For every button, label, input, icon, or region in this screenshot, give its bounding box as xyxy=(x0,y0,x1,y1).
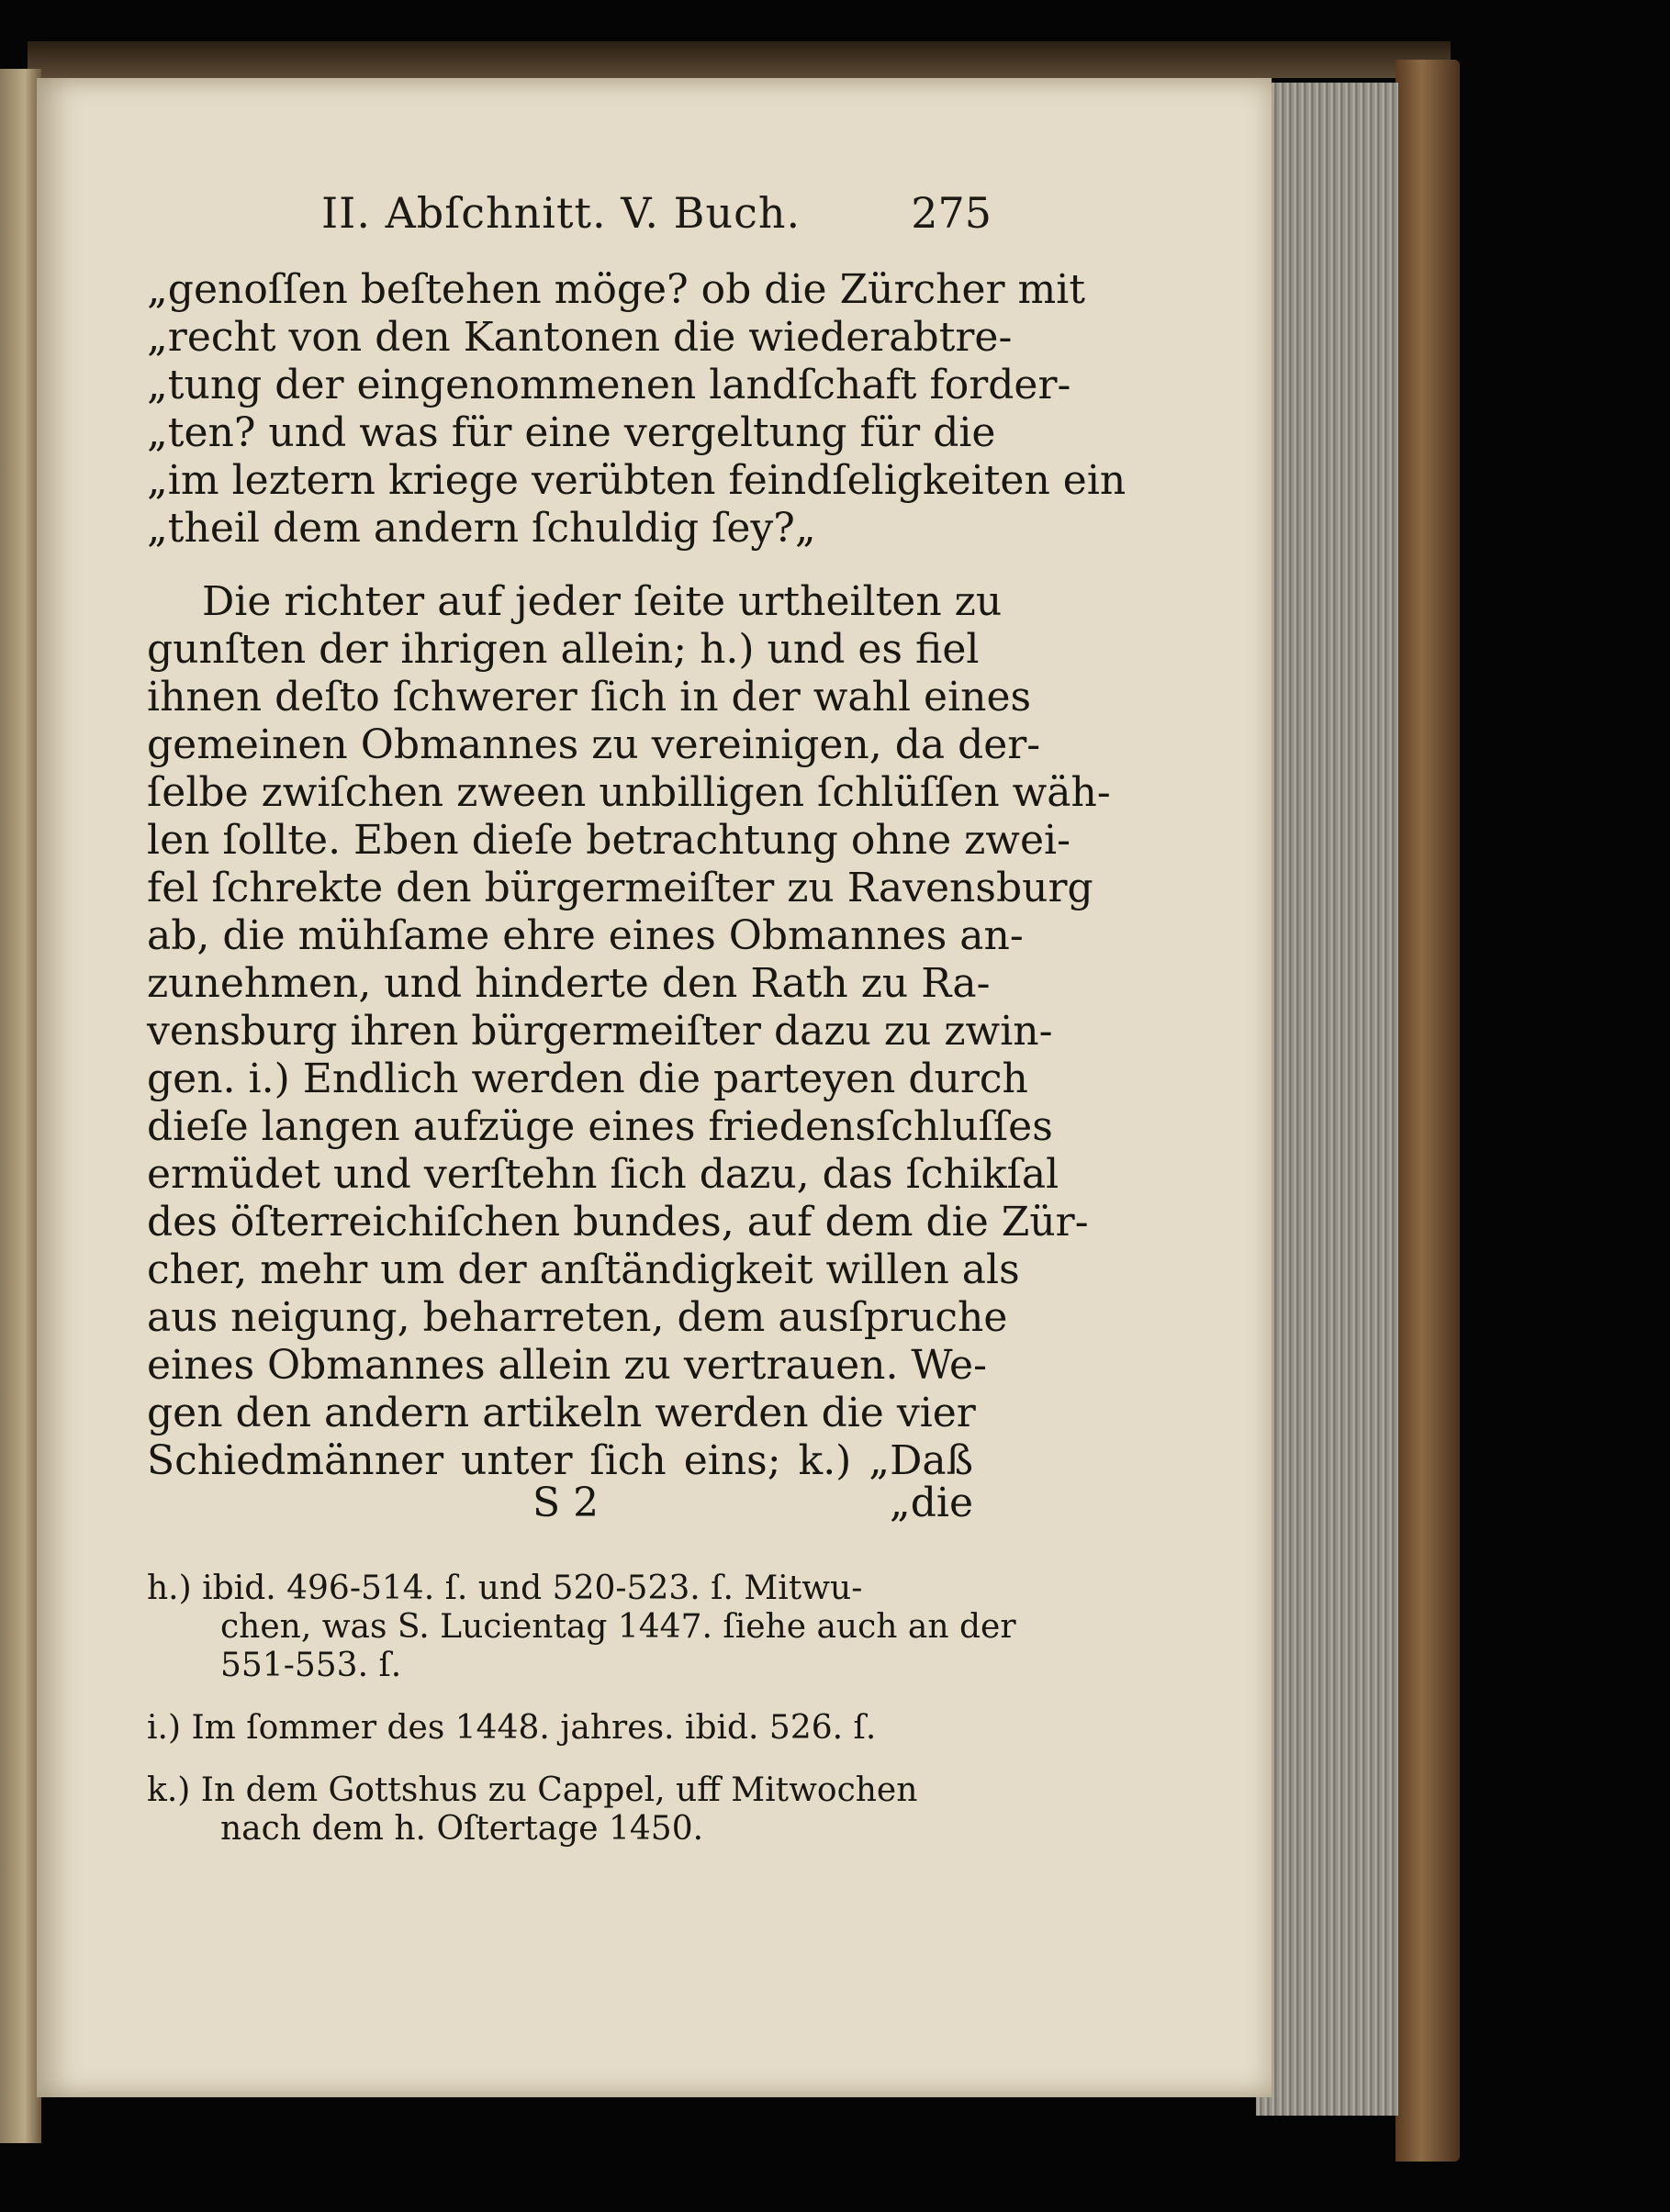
text-line: ermüdet und verſtehn ſich dazu, das ſchikſal xyxy=(147,1151,1059,1198)
footnote-line: k.) In dem Gottshus zu Cappel, uff Mitwochen xyxy=(147,1771,918,1809)
book-top-edge xyxy=(28,41,1451,78)
text-line: „recht von den Kantonen die wiederabtre- xyxy=(147,314,1013,361)
text-line: Die richter auf jeder ſeite urtheilten zu xyxy=(202,578,1003,625)
text-line: fel ſchrekte den bürgermeiſter zu Ravensburg xyxy=(147,865,1093,911)
text-line: vensburg ihren bürgermeiſter dazu zu zwin- xyxy=(147,1008,1053,1055)
footnote-line: chen, was S. Lucientag 1447. ſiehe auch an der xyxy=(220,1608,1016,1646)
text-line: eines Obmannes allein zu vertrauen. We- xyxy=(147,1342,987,1389)
text-line: gen. i.) Endlich werden die parteyen durch xyxy=(147,1056,1028,1102)
text-line: Schiedmänner unter ſich eins; k.) „Daß xyxy=(147,1437,973,1484)
page-block-edge xyxy=(1256,83,1398,2116)
text-line: zunehmen, und hinderte den Rath zu Ra- xyxy=(147,960,991,1007)
signature-mark: S 2 xyxy=(532,1480,600,1526)
footnote-line: 551-553. ſ. xyxy=(220,1647,402,1684)
text-line: ſelbe zwiſchen zween unbilligen ſchlüſſen wäh- xyxy=(147,769,1111,816)
footnote-h xyxy=(147,1570,1016,1685)
book-cover xyxy=(1395,60,1460,2162)
footnotes xyxy=(147,1570,1016,1872)
catchword: „die xyxy=(889,1480,973,1526)
text-line: ab, die mühſame ehre eines Obmannes an- xyxy=(147,912,1024,959)
text-line: gemeinen Obmannes zu vereinigen, da der- xyxy=(147,721,1041,768)
text-line: „tung der eingenommenen landſchaft forder- xyxy=(147,362,1071,408)
footnote-line: i.) Im ſommer des 1448. jahres. ibid. 526. ſ. xyxy=(147,1709,877,1747)
body-text xyxy=(147,266,1126,1485)
text-line: des öſterreichiſchen bundes, auf dem die Zür- xyxy=(147,1199,1089,1246)
footnote-k xyxy=(147,1771,955,1849)
text-line: „genoſſen beſtehen möge? ob die Zürcher mit xyxy=(147,266,1086,313)
page-number: 275 xyxy=(911,188,992,238)
signature-row xyxy=(147,1480,973,1531)
quotation xyxy=(147,266,1126,553)
left-page-edge xyxy=(0,69,41,2143)
text-line: gunſten der ihrigen allein; h.) und es fiel xyxy=(147,626,980,673)
footnote-i xyxy=(147,1709,955,1748)
text-line: cher, mehr um der anſtändigkeit willen als xyxy=(147,1246,1020,1293)
text-line: gen den andern artikeln werden die vier xyxy=(147,1390,976,1436)
running-title: II. Abſchnitt. V. Buch. xyxy=(321,188,801,238)
text-line: „ten? und was für eine vergeltung für die xyxy=(147,409,996,456)
text-line: „theil dem andern ſchuldig ſey?„ xyxy=(147,505,816,552)
footnote-line: nach dem h. Oſtertage 1450. xyxy=(220,1810,704,1848)
text-line: „im leztern kriege verübten feindſeligkeiten ein xyxy=(147,457,1126,504)
text-line: ihnen deſto ſchwerer ſich in der wahl eines xyxy=(147,674,1032,721)
page-header xyxy=(321,188,992,243)
text-line: len ſollte. Eben dieſe betrachtung ohne zwei- xyxy=(147,817,1070,864)
paragraph xyxy=(147,578,1111,1485)
text-line: dieſe langen aufzüge eines friedensſchluſſes xyxy=(147,1103,1053,1150)
footnote-line: h.) ibid. 496-514. ſ. und 520-523. ſ. Mitwu- xyxy=(147,1570,863,1607)
text-line: aus neigung, beharreten, dem ausſpruche xyxy=(147,1294,1008,1341)
